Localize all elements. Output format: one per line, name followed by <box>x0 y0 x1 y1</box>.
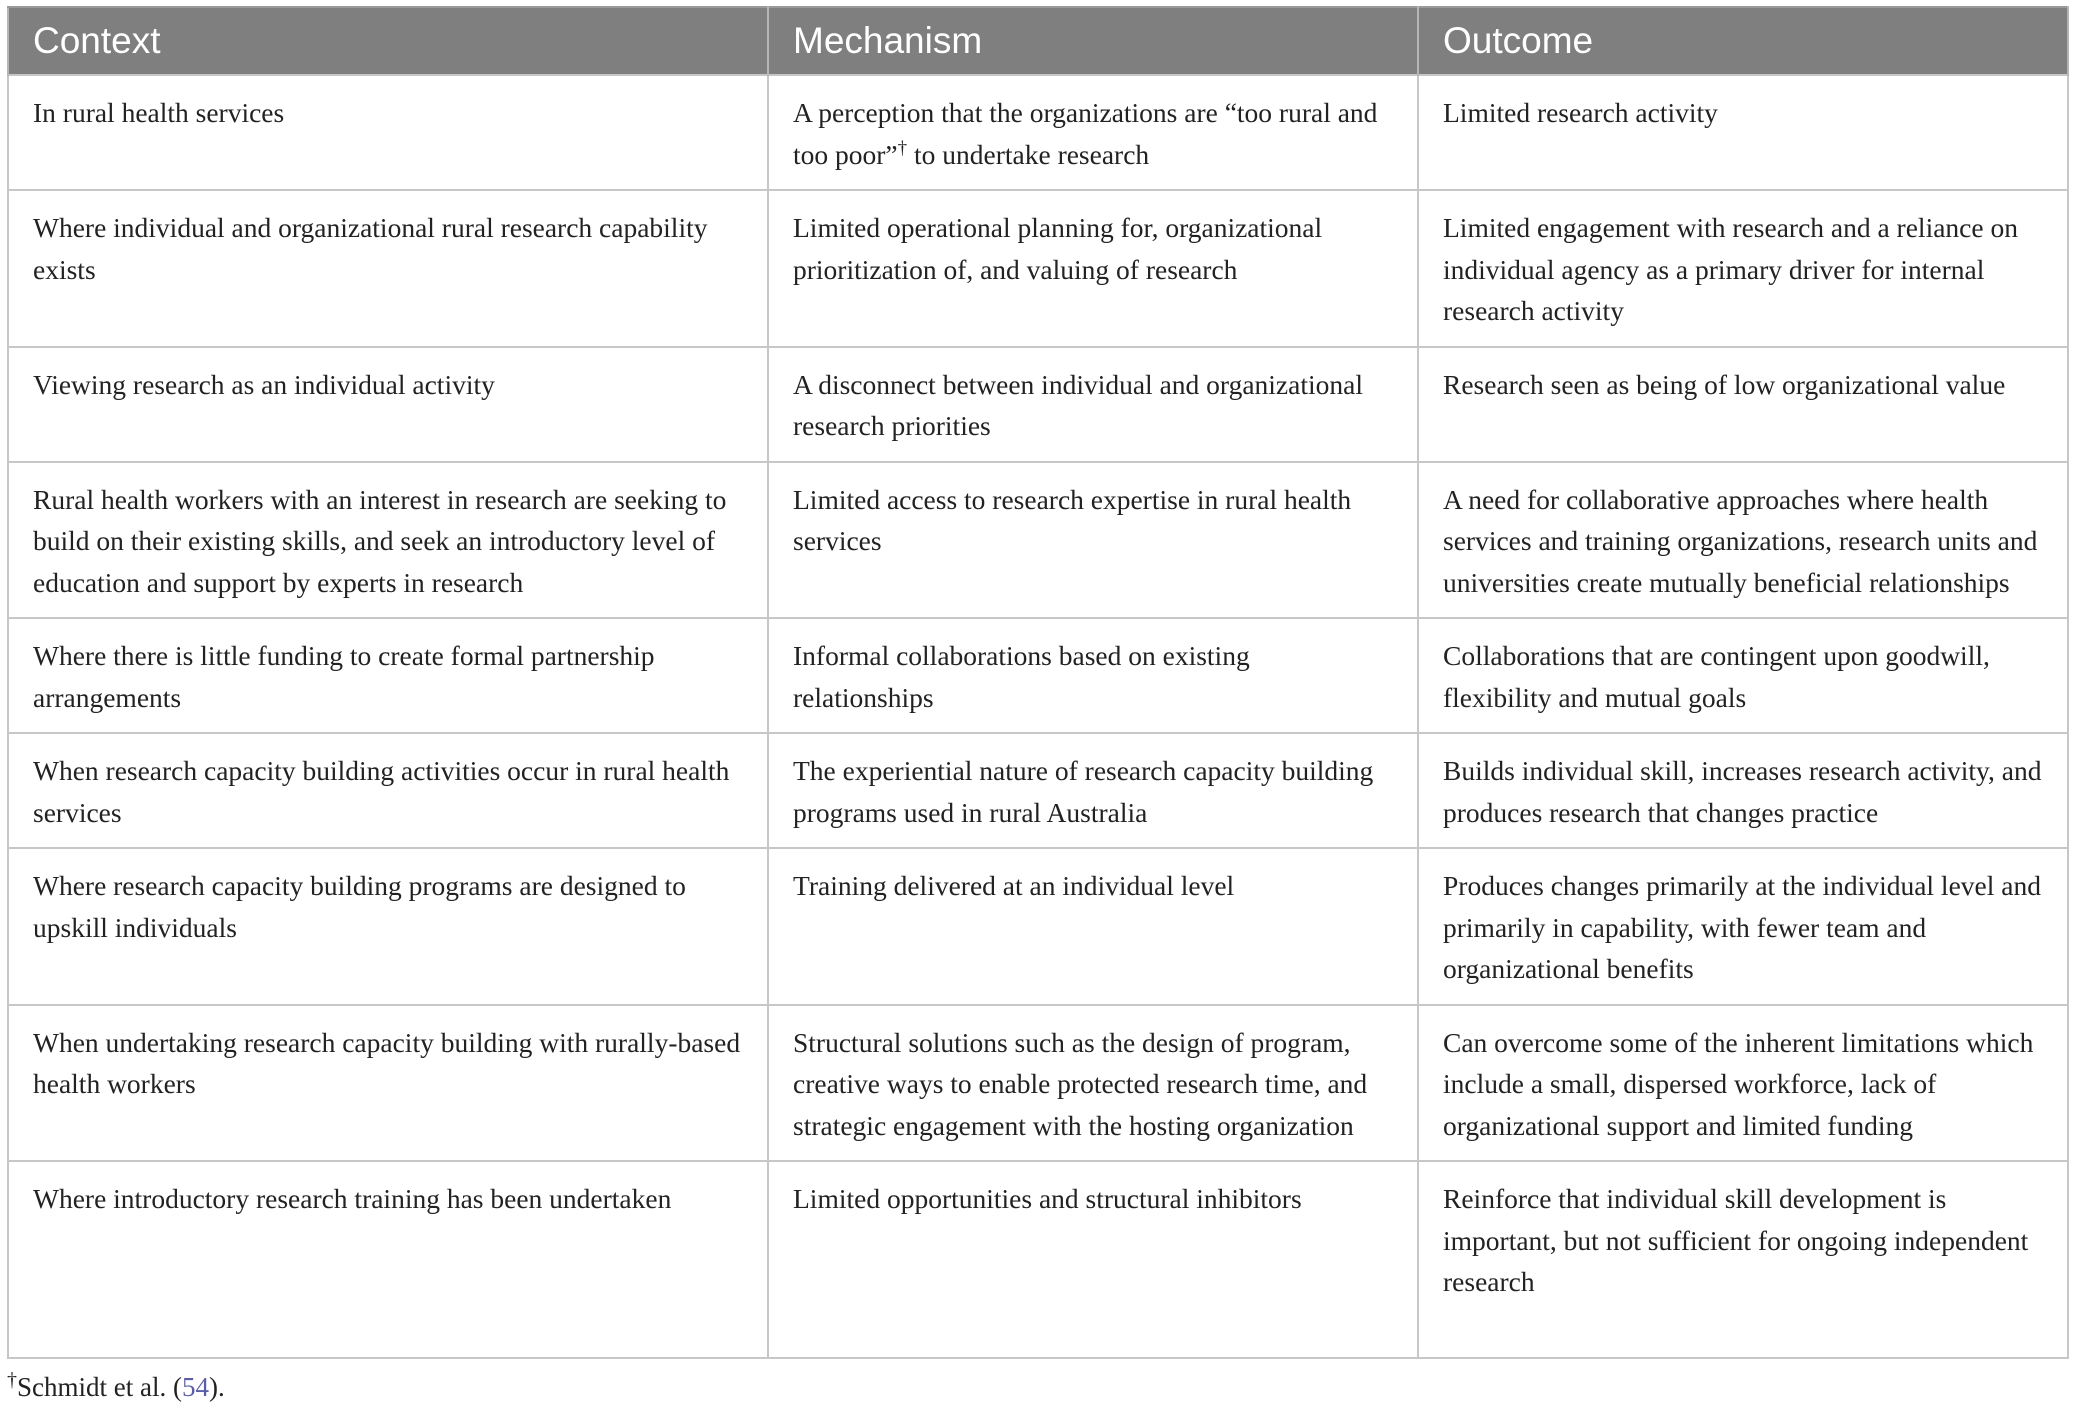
outcome-cell: Reinforce that individual skill development is important, but not sufficient for ongoing independent research <box>1418 1161 2068 1358</box>
mechanism-cell: Limited access to research expertise in rural health services <box>768 462 1418 619</box>
reference-link[interactable]: 54 <box>181 1372 209 1402</box>
outcome-cell: Produces changes primarily at the individual level and primarily in capability, with fewer team and organizational benefits <box>1418 848 2068 1005</box>
mechanism-cell: Limited operational planning for, organizational prioritization of, and valuing of research <box>768 190 1418 347</box>
context-cell: In rural health services <box>8 75 768 190</box>
context-cell: When research capacity building activities occur in rural health services <box>8 733 768 848</box>
table-row <box>8 462 2068 619</box>
mechanism-cell: Informal collaborations based on existing relationships <box>768 618 1418 733</box>
outcome-cell: Can overcome some of the inherent limitations which include a small, dispersed workforce, lack of organizational support and limited funding <box>1418 1005 2068 1162</box>
context-cell: Where there is little funding to create formal partnership arrangements <box>8 618 768 733</box>
outcome-cell: Collaborations that are contingent upon goodwill, flexibility and mutual goals <box>1418 618 2068 733</box>
mechanism-cell: The experiential nature of research capacity building programs used in rural Australia <box>768 733 1418 848</box>
dagger-marker: † <box>897 137 908 159</box>
table-row <box>8 1005 2068 1162</box>
mechanism-cell: Training delivered at an individual level <box>768 848 1418 1005</box>
header-row <box>8 7 2068 75</box>
context-cell: Rural health workers with an interest in research are seeking to build on their existing skills, and seek an introductory level of education and support by experts in research <box>8 462 768 619</box>
table-row <box>8 1161 2068 1358</box>
header-context: Context <box>8 7 768 75</box>
table-row <box>8 347 2068 462</box>
table-header <box>8 7 2068 75</box>
table-footnote <box>7 1369 225 1403</box>
footnote-close: ). <box>208 1372 225 1402</box>
header-mechanism: Mechanism <box>768 7 1418 75</box>
context-cell: Where individual and organizational rural research capability exists <box>8 190 768 347</box>
footnote-dagger: † <box>7 1369 17 1391</box>
mechanism-cell: A disconnect between individual and organizational research priorities <box>768 347 1418 462</box>
mechanism-cell: Structural solutions such as the design of program, creative ways to enable protected research time, and strategic engagement with the hosting organization <box>768 1005 1418 1162</box>
outcome-cell: Limited engagement with research and a reliance on individual agency as a primary driver for internal research activity <box>1418 190 2068 347</box>
table-row <box>8 733 2068 848</box>
outcome-cell: Research seen as being of low organizational value <box>1418 347 2068 462</box>
mechanism-text: A perception that the organizations are “too rural and too poor” <box>793 97 1378 170</box>
outcome-cell: Limited research activity <box>1418 75 2068 190</box>
table-row <box>8 848 2068 1005</box>
context-cell: Viewing research as an individual activity <box>8 347 768 462</box>
table-row <box>8 190 2068 347</box>
cmo-table-container <box>7 6 2067 1359</box>
context-cell: When undertaking research capacity building with rurally-based health workers <box>8 1005 768 1162</box>
footnote-text: Schmidt et al. ( <box>17 1372 182 1402</box>
context-cell: Where introductory research training has been undertaken <box>8 1161 768 1358</box>
outcome-cell: A need for collaborative approaches where health services and training organizations, research units and universities create mutually beneficial relationships <box>1418 462 2068 619</box>
mechanism-text-cont: to undertake research <box>907 138 1150 170</box>
table-row <box>8 618 2068 733</box>
table-row <box>8 75 2068 190</box>
context-cell: Where research capacity building programs are designed to upskill individuals <box>8 848 768 1005</box>
mechanism-cell <box>768 75 1418 190</box>
header-outcome: Outcome <box>1418 7 2068 75</box>
cmo-table <box>7 6 2069 1359</box>
table-body <box>8 75 2068 1358</box>
outcome-cell: Builds individual skill, increases research activity, and produces research that changes practice <box>1418 733 2068 848</box>
mechanism-cell: Limited opportunities and structural inhibitors <box>768 1161 1418 1358</box>
